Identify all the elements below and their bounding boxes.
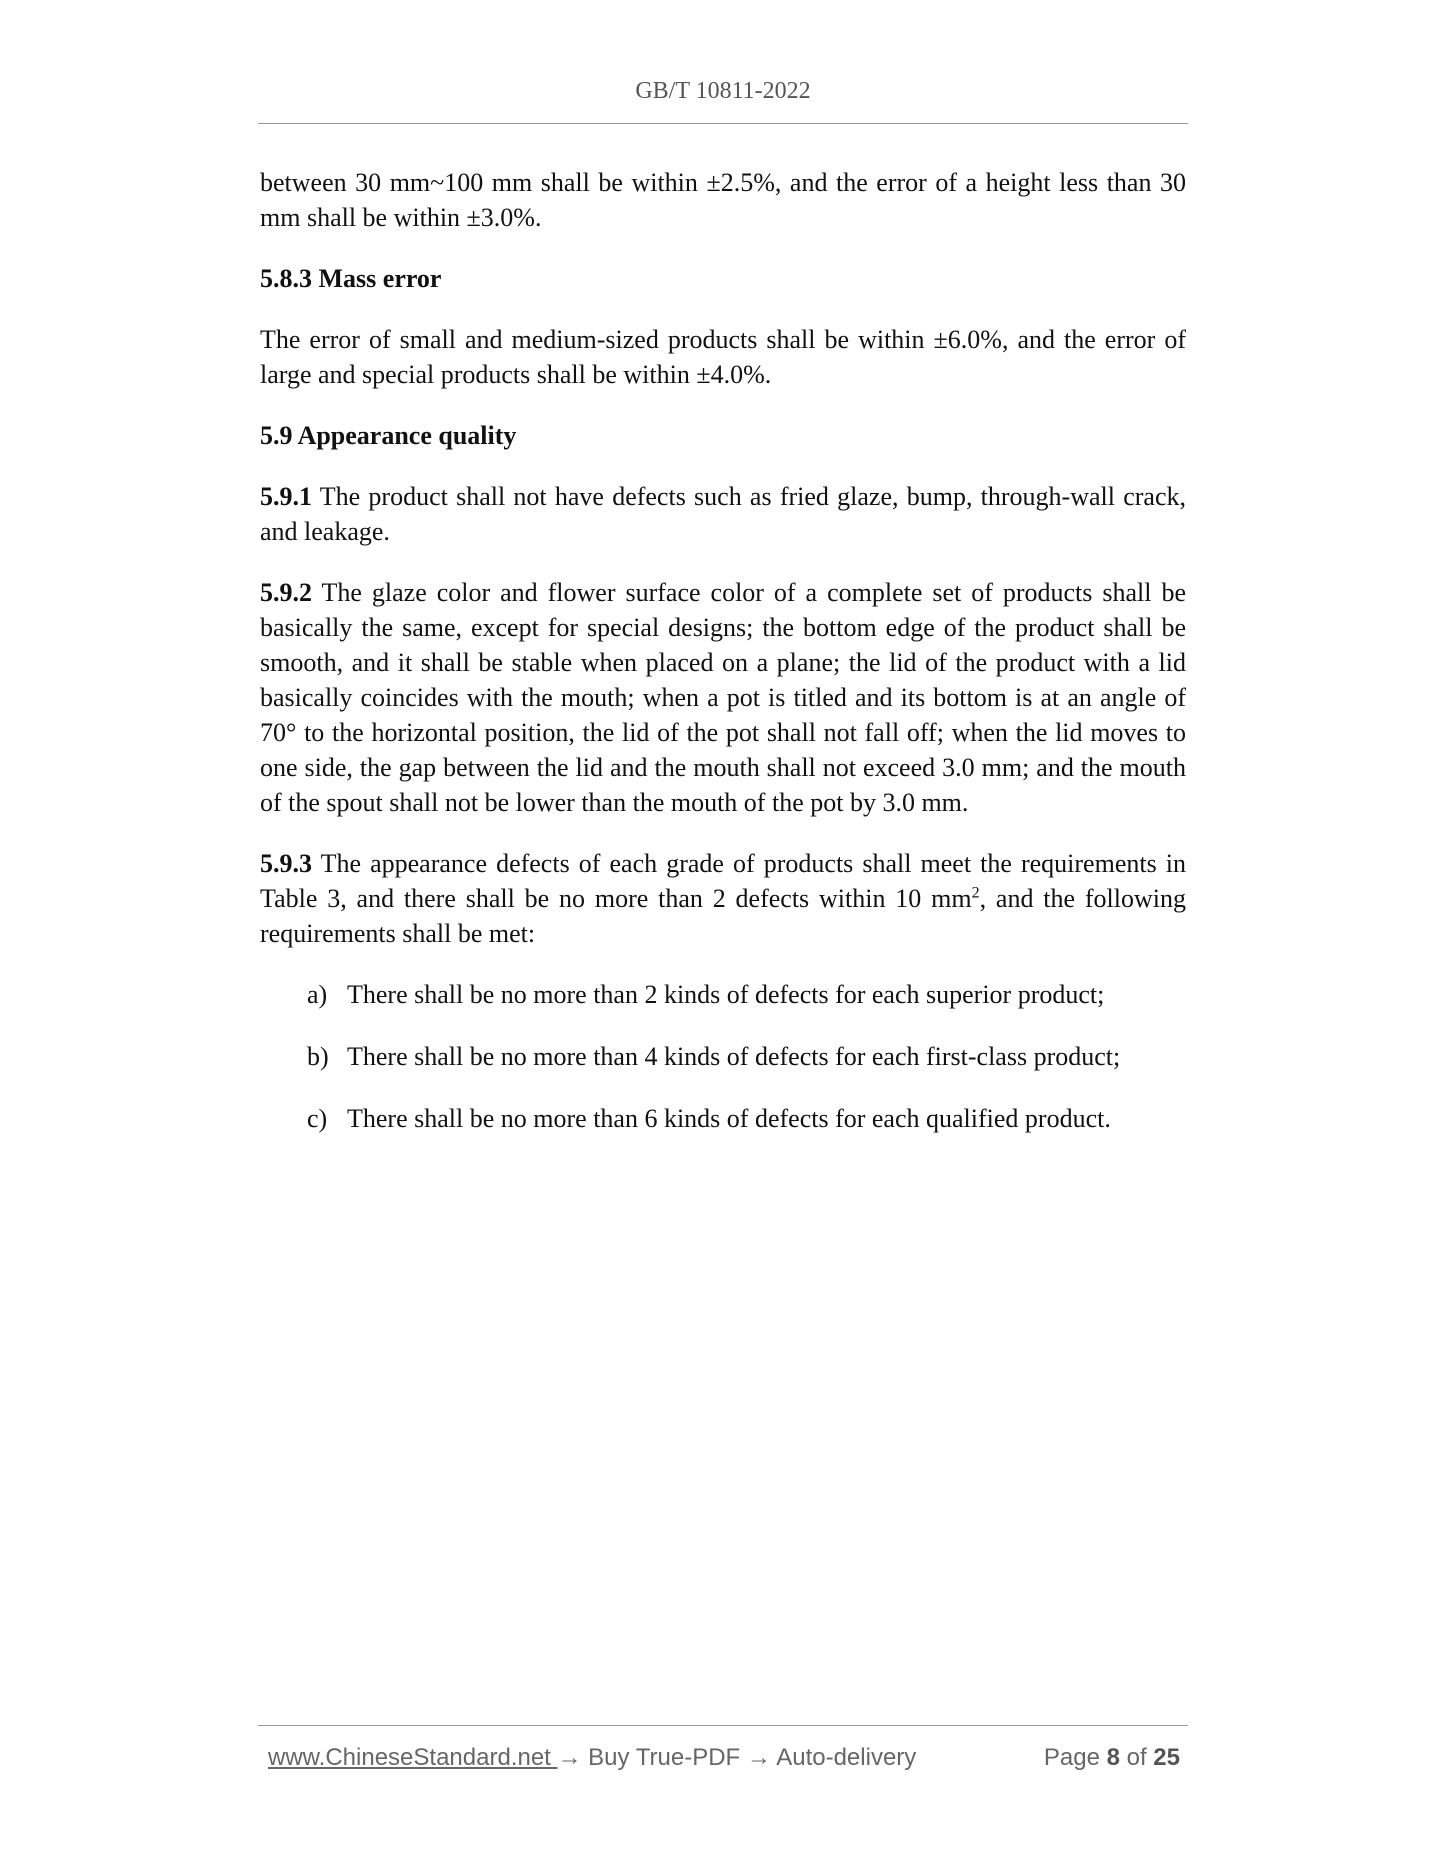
clause-text: The glaze color and flower surface color of a complete set of products shall be basically the same, except for special designs; the bottom edge of the product shall be smooth, and it shall be stable when placed on a plane; the lid of the product with a lid basically coincides with the mouth; when a pot is titled and its bottom is at an angle of 70° to the horizontal position, the lid of the pot shall not fall off; when the lid moves to one side, the gap between the lid and the mouth shall not exceed 3.0 mm; and the mouth of the spout shall not be lower than the mouth of the pot by 3.0 mm.	[260, 578, 1186, 817]
footer-tagline: → Buy True-PDF → Auto-delivery	[557, 1744, 917, 1771]
clause-number: 5.9.3	[260, 849, 312, 878]
page-of-label: of	[1119, 1744, 1154, 1771]
list-marker: c)	[307, 1104, 328, 1133]
section-5-9-2-paragraph	[260, 575, 1186, 820]
section-5-9-3-paragraph	[260, 846, 1186, 951]
superscript: 2	[971, 884, 980, 902]
intro-paragraph: between 30 mm~100 mm shall be within ±2.5%, and the error of a height less than 30 mm shall be within ±3.0%.	[260, 168, 1186, 232]
section-5-8-3-heading: 5.8.3 Mass error	[260, 264, 442, 293]
footer-divider	[258, 1725, 1188, 1726]
page-indicator	[1044, 1744, 1180, 1772]
document-code: GB/T 10811-2022	[635, 78, 811, 104]
clause-number: 5.9.1	[260, 482, 312, 511]
clause-text: The appearance defects of each grade of products shall meet the requirements in Table 3, and there shall be no more than 2 defects within 10 mm	[260, 849, 1186, 913]
header-divider	[258, 123, 1188, 124]
page-label: Page	[1043, 1744, 1107, 1771]
section-5-9-heading: 5.9 Appearance quality	[260, 421, 517, 450]
list-marker: b)	[307, 1042, 329, 1071]
list-item	[307, 1101, 1186, 1136]
document-body	[260, 165, 1186, 1163]
site-link[interactable]: www.ChineseStandard.net	[268, 1744, 558, 1771]
list-item-text: There shall be no more than 2 kinds of defects for each superior product;	[347, 980, 1105, 1009]
section-5-8-3-paragraph: The error of small and medium-sized products shall be within ±6.0%, and the error of large and special products shall be within ±4.0%.	[260, 325, 1186, 389]
requirements-list	[260, 977, 1186, 1136]
clause-number: 5.9.2	[260, 578, 312, 607]
page-footer	[268, 1744, 1180, 1772]
list-item-text: There shall be no more than 6 kinds of defects for each qualified product.	[347, 1104, 1111, 1133]
list-marker: a)	[307, 980, 328, 1009]
clause-text: The product shall not have defects such as fried glaze, bump, through-wall crack, and leakage.	[260, 482, 1186, 546]
section-5-9-1-paragraph	[260, 479, 1186, 549]
list-item	[307, 1039, 1186, 1074]
list-item	[307, 977, 1186, 1012]
clause-text-continued: , and the following requirements shall be met:	[260, 884, 1186, 948]
page-total: 25	[1153, 1744, 1180, 1771]
page-current: 8	[1106, 1744, 1120, 1771]
list-item-text: There shall be no more than 4 kinds of defects for each first-class product;	[347, 1042, 1121, 1071]
footer-left	[268, 1744, 916, 1772]
